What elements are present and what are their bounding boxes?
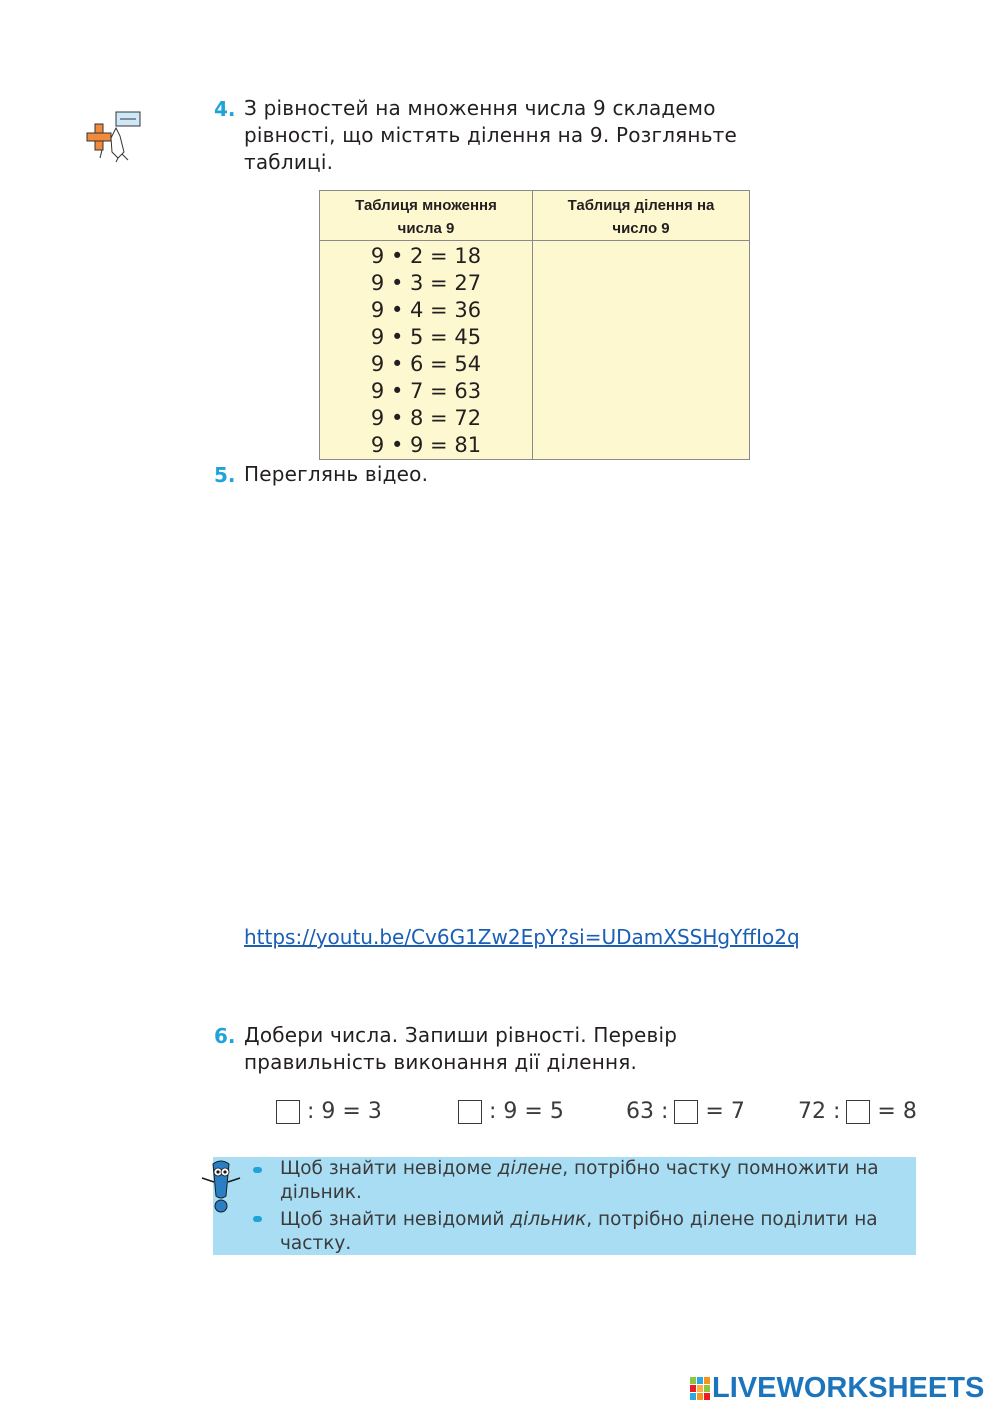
rule-2 bbox=[280, 1208, 912, 1256]
equation-3-prefix: 63 : bbox=[626, 1099, 669, 1124]
rule-2-post: , потрібно ділене поділити на bbox=[586, 1209, 878, 1230]
equation-1 bbox=[276, 1099, 382, 1124]
logo-blocks-icon bbox=[690, 1377, 712, 1401]
bullet-icon bbox=[253, 1167, 262, 1173]
equation-1-text: : 9 = 3 bbox=[307, 1099, 382, 1124]
bullet-icon bbox=[253, 1216, 262, 1222]
header-left-line-2: числа 9 bbox=[397, 220, 455, 237]
exclamation-mascot-icon bbox=[197, 1158, 245, 1214]
answer-box[interactable] bbox=[458, 1100, 482, 1124]
answer-box[interactable] bbox=[276, 1100, 300, 1124]
equation-2 bbox=[458, 1099, 564, 1124]
equation-4-suffix: = 8 bbox=[877, 1099, 917, 1124]
equation: 9 • 4 = 36 bbox=[370, 298, 482, 322]
division-answer-area[interactable] bbox=[533, 241, 749, 459]
header-right-line-1: Таблиця ділення на bbox=[567, 197, 715, 214]
rule-2-line-2: частку. bbox=[280, 1233, 352, 1254]
equation-4 bbox=[798, 1099, 917, 1124]
rule-1-line-2: дільник. bbox=[280, 1182, 362, 1203]
task-4-text bbox=[244, 95, 764, 176]
task-6-line-2: правильність виконання дії ділення. bbox=[244, 1050, 638, 1074]
equation: 9 • 7 = 63 bbox=[370, 379, 482, 403]
table-header-division bbox=[533, 191, 749, 241]
task-4-line-2: рівності, що містять ділення на 9. Розгляньте bbox=[244, 123, 738, 147]
equation-3 bbox=[626, 1099, 745, 1124]
task-4-line-1: З рівностей на множення числа 9 складемо bbox=[244, 96, 716, 120]
equation-3-suffix: = 7 bbox=[705, 1099, 745, 1124]
header-right-line-2: число 9 bbox=[612, 220, 670, 237]
rule-1 bbox=[280, 1157, 912, 1205]
equation: 9 • 5 = 45 bbox=[370, 325, 482, 349]
task-6-line-1: Добери числа. Запиши рівності. Перевір bbox=[244, 1023, 678, 1047]
rule-1-term: ділене bbox=[497, 1158, 563, 1179]
answer-box[interactable] bbox=[846, 1100, 870, 1124]
task-6-number: 6. bbox=[214, 1024, 236, 1048]
equation: 9 • 8 = 72 bbox=[370, 406, 482, 430]
multiplication-division-table bbox=[319, 190, 750, 460]
task-5-number: 5. bbox=[214, 463, 236, 487]
equation-4-prefix: 72 : bbox=[798, 1099, 841, 1124]
task-4-number: 4. bbox=[214, 97, 236, 121]
math-mascot-icon bbox=[86, 108, 146, 164]
answer-box[interactable] bbox=[674, 1100, 698, 1124]
rules-box bbox=[213, 1157, 916, 1255]
equation: 9 • 9 = 81 bbox=[370, 433, 482, 457]
task-5-text: Переглянь відео. bbox=[244, 462, 429, 486]
table-header-multiplication bbox=[320, 191, 532, 241]
task-4-line-3: таблиці. bbox=[244, 150, 334, 174]
video-link[interactable]: https://youtu.be/Cv6G1Zw2EpY?si=UDamXSSHgYffIo2q bbox=[244, 925, 800, 949]
rule-1-pre: Щоб знайти невідоме bbox=[280, 1158, 498, 1179]
task-6-text bbox=[244, 1022, 764, 1076]
rule-1-post: , потрібно частку помножити на bbox=[562, 1158, 879, 1179]
header-left-line-1: Таблиця множення bbox=[355, 197, 497, 214]
rule-2-term: дільник bbox=[510, 1209, 587, 1230]
rule-2-pre: Щоб знайти невідомий bbox=[280, 1209, 511, 1230]
equation: 9 • 3 = 27 bbox=[370, 271, 482, 295]
liveworksheets-logo bbox=[690, 1372, 984, 1405]
equation-2-text: : 9 = 5 bbox=[489, 1099, 564, 1124]
logo-text: LIVEWORKSHEETS bbox=[712, 1372, 985, 1404]
equation: 9 • 2 = 18 bbox=[370, 244, 482, 268]
multiplication-equations bbox=[320, 243, 532, 459]
equation: 9 • 6 = 54 bbox=[370, 352, 482, 376]
